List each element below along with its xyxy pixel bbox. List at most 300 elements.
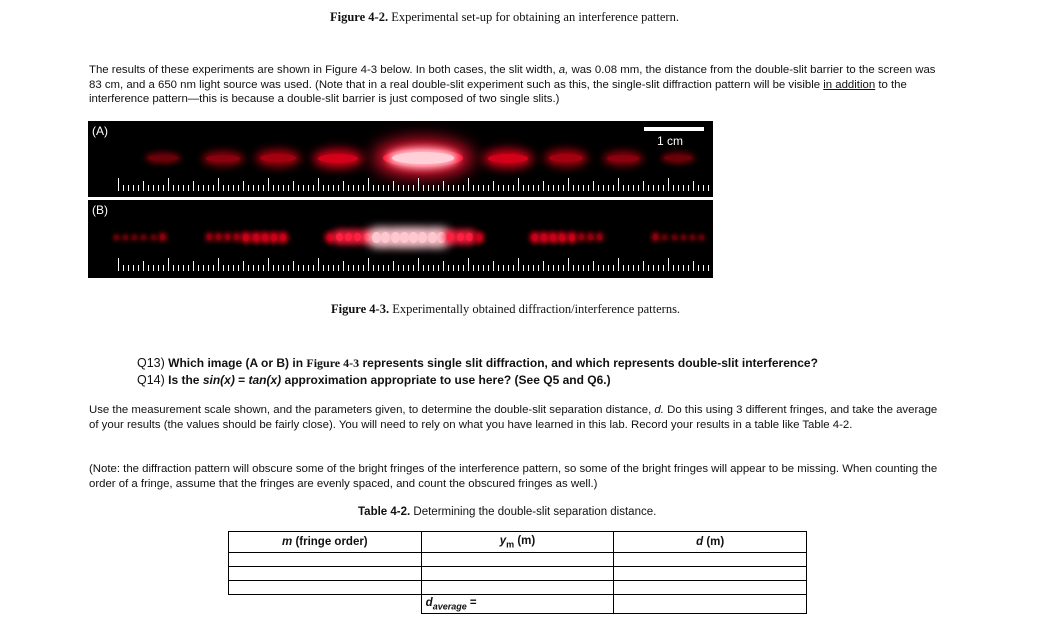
- ruler-tick: [563, 185, 564, 191]
- ruler-tick: [583, 265, 584, 271]
- ruler-tick: [128, 265, 129, 271]
- table-cell[interactable]: [421, 567, 614, 581]
- ruler-tick: [673, 185, 674, 191]
- ruler-tick: [593, 181, 594, 191]
- ruler-a: [118, 177, 708, 191]
- fringe-spot: [206, 155, 240, 162]
- avg-var: d: [425, 596, 433, 609]
- ruler-tick: [168, 178, 169, 191]
- ruler-tick: [408, 265, 409, 271]
- ruler-tick: [268, 258, 269, 271]
- ruler-tick: [163, 265, 164, 271]
- ruler-tick: [533, 265, 534, 271]
- ruler-tick: [258, 265, 259, 271]
- ruler-tick: [333, 185, 334, 191]
- table-row: [229, 553, 807, 567]
- fringe-spot: [672, 235, 677, 240]
- ruler-tick: [243, 181, 244, 191]
- ruler-tick: [328, 265, 329, 271]
- ruler-tick: [653, 185, 654, 191]
- ruler-tick: [493, 261, 494, 271]
- ruler-tick: [313, 265, 314, 271]
- ruler-tick: [173, 265, 174, 271]
- q13-text: Which image (A or B) in: [164, 356, 307, 370]
- ruler-tick: [298, 185, 299, 191]
- ruler-tick: [248, 265, 249, 271]
- ruler-tick: [488, 265, 489, 271]
- ruler-tick: [203, 265, 204, 271]
- ruler-tick: [658, 185, 659, 191]
- fringe-spot: [664, 155, 692, 161]
- ruler-tick: [453, 185, 454, 191]
- table-cell[interactable]: [614, 567, 807, 581]
- ruler-tick: [473, 265, 474, 271]
- ruler-tick: [278, 185, 279, 191]
- ruler-tick: [278, 265, 279, 271]
- ruler-tick: [503, 265, 504, 271]
- header-y-sub: m: [506, 539, 515, 550]
- ruler-tick: [338, 265, 339, 271]
- ruler-tick: [663, 185, 664, 191]
- ruler-tick: [508, 185, 509, 191]
- ruler-tick: [253, 265, 254, 271]
- ruler-tick: [498, 185, 499, 191]
- ruler-tick: [438, 265, 439, 271]
- fringe-spot: [541, 234, 547, 241]
- panel-a-single-slit-image: [88, 121, 713, 197]
- ruler-tick: [518, 178, 519, 191]
- fringe-spot: [271, 234, 277, 241]
- ruler-tick: [263, 265, 264, 271]
- fringe-spot: [364, 233, 371, 241]
- ruler-tick: [338, 185, 339, 191]
- ruler-tick: [283, 185, 284, 191]
- ruler-tick: [683, 185, 684, 191]
- table-cell-empty: [229, 595, 422, 614]
- fringe-spot: [488, 154, 528, 163]
- ruler-tick: [488, 185, 489, 191]
- ruler-tick: [148, 265, 149, 271]
- ruler-tick: [588, 265, 589, 271]
- ruler-tick: [698, 265, 699, 271]
- fringe-spot: [160, 234, 165, 240]
- ruler-tick: [328, 185, 329, 191]
- ruler-tick: [708, 185, 709, 191]
- figure-4-3-caption: [331, 302, 680, 317]
- fringe-spot: [141, 235, 146, 240]
- q14-tan: tan(x): [248, 373, 282, 387]
- q14-rest: approximation appropriate to use here? (See Q5 and Q6.): [281, 373, 611, 387]
- ruler-tick: [528, 185, 529, 191]
- ruler-tick: [288, 265, 289, 271]
- ruler-tick: [483, 265, 484, 271]
- ruler-tick: [558, 185, 559, 191]
- fringe-spot: [550, 234, 556, 241]
- ruler-tick: [423, 265, 424, 271]
- ruler-tick: [218, 178, 219, 191]
- ruler-tick: [228, 265, 229, 271]
- ruler-tick: [603, 265, 604, 271]
- figure-4-3-label: Figure 4-3.: [331, 302, 390, 316]
- panel-a-label: (A): [92, 124, 108, 138]
- ruler-tick: [573, 265, 574, 271]
- ruler-tick: [193, 181, 194, 191]
- scale-label: 1 cm: [657, 134, 684, 148]
- ruler-tick: [643, 181, 644, 191]
- ruler-tick: [648, 265, 649, 271]
- table-cell[interactable]: [421, 581, 614, 595]
- q13-figure-ref: Figure 4-3: [306, 356, 360, 370]
- ruler-tick: [618, 178, 619, 191]
- avg-eq: =: [466, 596, 477, 609]
- table-cell[interactable]: [229, 567, 422, 581]
- ruler-tick: [383, 185, 384, 191]
- ruler-tick: [508, 265, 509, 271]
- ruler-tick: [663, 265, 664, 271]
- avg-sub: average: [432, 601, 467, 612]
- ruler-tick: [623, 265, 624, 271]
- ruler-tick: [458, 185, 459, 191]
- ruler-tick: [448, 185, 449, 191]
- ruler-tick: [443, 181, 444, 191]
- ruler-tick: [153, 185, 154, 191]
- fringe-spot: [148, 155, 178, 161]
- ruler-tick: [593, 261, 594, 271]
- ruler-tick: [158, 265, 159, 271]
- q14-number: Q14): [137, 373, 165, 387]
- average-cell[interactable]: [421, 595, 614, 614]
- ruler-tick: [293, 181, 294, 191]
- ruler-tick: [553, 185, 554, 191]
- ruler-tick: [603, 185, 604, 191]
- fringe-spot: [400, 232, 409, 243]
- ruler-tick: [233, 185, 234, 191]
- fringe-spot: [681, 235, 686, 240]
- ruler-b: [118, 257, 708, 271]
- ruler-tick: [463, 185, 464, 191]
- q14-equals: =: [234, 373, 249, 387]
- instructions-var-d: d.: [654, 404, 664, 416]
- table-cell[interactable]: [229, 553, 422, 567]
- ruler-tick: [643, 261, 644, 271]
- fringe-spot: [336, 233, 343, 241]
- ruler-tick: [668, 178, 669, 191]
- fringe-spot: [391, 232, 400, 243]
- ruler-tick: [518, 258, 519, 271]
- ruler-tick: [638, 185, 639, 191]
- ruler-tick: [563, 265, 564, 271]
- ruler-tick: [253, 185, 254, 191]
- table-row: [229, 581, 807, 595]
- ruler-tick: [188, 265, 189, 271]
- ruler-tick: [438, 185, 439, 191]
- fringe-spot: [372, 232, 381, 243]
- ruler-tick: [273, 185, 274, 191]
- fringe-spot: [280, 234, 286, 241]
- ruler-tick: [268, 178, 269, 191]
- intro-underlined: in addition: [823, 78, 876, 91]
- ruler-tick: [578, 265, 579, 271]
- ruler-tick: [358, 185, 359, 191]
- ruler-tick: [343, 261, 344, 271]
- table-cell[interactable]: [614, 553, 807, 567]
- intro-var-a: a,: [558, 64, 569, 76]
- figure-4-2-caption: [330, 10, 679, 25]
- fringe-spot: [532, 234, 538, 241]
- ruler-tick: [293, 261, 294, 271]
- fringe-spot: [354, 233, 361, 241]
- ruler-tick: [133, 265, 134, 271]
- ruler-tick: [398, 185, 399, 191]
- fringe-spot: [243, 234, 249, 241]
- note-paragraph: (Note: the diffraction pattern will obscure some of the bright fringes of the interference pattern, so some of the bright fringes will appear to be missing. When counting the order of a fringe, assume that the fringes are evenly spaced, and count the obscured fringes as well.): [89, 463, 938, 490]
- ruler-tick: [298, 265, 299, 271]
- ruler-tick: [228, 185, 229, 191]
- question-14: [137, 373, 611, 387]
- ruler-tick: [123, 265, 124, 271]
- q14-sin: sin(x): [202, 373, 235, 387]
- ruler-tick: [548, 185, 549, 191]
- ruler-tick: [323, 265, 324, 271]
- ruler-tick: [493, 181, 494, 191]
- ruler-tick: [658, 265, 659, 271]
- ruler-tick: [608, 265, 609, 271]
- ruler-tick: [308, 185, 309, 191]
- ruler-tick: [238, 265, 239, 271]
- table-4-2-caption: [358, 506, 656, 518]
- table-cell[interactable]: [421, 553, 614, 567]
- ruler-tick: [353, 265, 354, 271]
- ruler-tick: [373, 185, 374, 191]
- ruler-tick: [193, 261, 194, 271]
- ruler-tick: [668, 258, 669, 271]
- ruler-tick: [363, 185, 364, 191]
- ruler-tick: [513, 185, 514, 191]
- ruler-tick: [163, 185, 164, 191]
- ruler-tick: [683, 265, 684, 271]
- fringe-spot: [457, 233, 464, 241]
- ruler-tick: [303, 185, 304, 191]
- ruler-tick: [443, 261, 444, 271]
- ruler-tick: [158, 185, 159, 191]
- ruler-tick: [678, 185, 679, 191]
- ruler-tick: [453, 265, 454, 271]
- ruler-tick: [468, 258, 469, 271]
- ruler-tick: [703, 185, 704, 191]
- fringe-spot: [588, 234, 593, 240]
- ruler-tick: [473, 185, 474, 191]
- ruler-tick: [408, 185, 409, 191]
- ruler-tick: [598, 185, 599, 191]
- fringe-spot: [466, 233, 473, 241]
- fringe-spot: [345, 233, 352, 241]
- ruler-tick: [143, 261, 144, 271]
- ruler-tick: [308, 265, 309, 271]
- ruler-tick: [478, 265, 479, 271]
- q13-rest: represents single slit diffraction, and which represents double-slit interference?: [359, 356, 818, 370]
- ruler-tick: [523, 265, 524, 271]
- fringe-spot: [597, 234, 602, 240]
- ruler-tick: [613, 265, 614, 271]
- ruler-tick: [708, 265, 709, 271]
- ruler-tick: [568, 178, 569, 191]
- ruler-tick: [118, 258, 119, 271]
- intro-text-1: The results of these experiments are shown in Figure 4-3 below. In both cases, the slit width,: [89, 64, 559, 76]
- fringe-spot: [690, 235, 695, 240]
- ruler-tick: [248, 185, 249, 191]
- ruler-tick: [288, 185, 289, 191]
- ruler-tick: [183, 185, 184, 191]
- ruler-tick: [138, 265, 139, 271]
- ruler-tick: [398, 265, 399, 271]
- table-header-row: [229, 532, 807, 553]
- ruler-tick: [523, 185, 524, 191]
- ruler-tick: [693, 181, 694, 191]
- ruler-tick: [673, 265, 674, 271]
- figure-4-2-label: Figure 4-2.: [330, 10, 389, 24]
- fringe-spot: [409, 232, 418, 243]
- ruler-tick: [578, 185, 579, 191]
- ruler-tick: [213, 185, 214, 191]
- fringe-spot: [437, 232, 446, 243]
- fringe-spot: [123, 235, 128, 240]
- ruler-tick: [393, 261, 394, 271]
- ruler-tick: [463, 265, 464, 271]
- ruler-tick: [153, 265, 154, 271]
- fringe-spot: [699, 235, 704, 240]
- fringe-spot: [653, 234, 658, 240]
- ruler-tick: [638, 265, 639, 271]
- table-4-2-label: Table 4-2.: [358, 506, 411, 518]
- ruler-tick: [458, 265, 459, 271]
- fringe-spot: [151, 235, 156, 240]
- fringe-spot: [381, 232, 390, 243]
- ruler-tick: [553, 265, 554, 271]
- ruler-tick: [688, 265, 689, 271]
- fringe-spot: [428, 232, 437, 243]
- intro-text-3: to the interference pattern—this is because a double-slit barrier is just composed of two single slits.): [89, 78, 907, 105]
- question-13: [137, 356, 818, 371]
- ruler-tick: [343, 181, 344, 191]
- header-m-rest: (fringe order): [292, 536, 368, 548]
- figure-4-3-text: Experimentally obtained diffraction/interference patterns.: [389, 302, 681, 316]
- instructions-text-2: Do this using 3 different fringes, and take the average of your results (the values should be fairly close). You will need to rely on what you have learned in this lab. Record your results in a table like Table 4-2.: [89, 404, 938, 431]
- table-row: [229, 567, 807, 581]
- ruler-tick: [678, 265, 679, 271]
- table-cell[interactable]: [229, 581, 422, 595]
- ruler-tick: [498, 265, 499, 271]
- ruler-tick: [358, 265, 359, 271]
- ruler-tick: [198, 265, 199, 271]
- ruler-tick: [538, 265, 539, 271]
- fringe-spot: [607, 155, 639, 162]
- ruler-tick: [393, 181, 394, 191]
- ruler-tick: [613, 185, 614, 191]
- ruler-tick: [468, 178, 469, 191]
- ruler-tick: [583, 185, 584, 191]
- ruler-tick: [448, 265, 449, 271]
- ruler-tick: [433, 185, 434, 191]
- ruler-tick: [633, 265, 634, 271]
- fringe-spot: [392, 152, 454, 164]
- ruler-tick: [313, 185, 314, 191]
- table-cell[interactable]: [614, 581, 807, 595]
- ruler-tick: [388, 265, 389, 271]
- ruler-tick: [648, 185, 649, 191]
- figure-4-2-text: Experimental set-up for obtaining an interference pattern.: [388, 10, 679, 24]
- ruler-tick: [223, 265, 224, 271]
- fringe-spot: [225, 234, 230, 240]
- ruler-tick: [348, 185, 349, 191]
- ruler-tick: [368, 178, 369, 191]
- ruler-tick: [413, 265, 414, 271]
- header-y-rest: (m): [514, 534, 536, 547]
- q14-pre: Is the: [164, 373, 203, 387]
- fringe-spot: [549, 154, 583, 162]
- fringe-spot: [579, 234, 584, 240]
- ruler-tick: [208, 185, 209, 191]
- ruler-tick: [223, 185, 224, 191]
- ruler-tick: [403, 265, 404, 271]
- q13-number: Q13): [137, 356, 165, 370]
- ruler-tick: [378, 265, 379, 271]
- ruler-tick: [178, 265, 179, 271]
- ruler-tick: [573, 185, 574, 191]
- ruler-tick: [568, 258, 569, 271]
- average-result-cell[interactable]: [614, 595, 807, 614]
- fringe-spot: [327, 234, 333, 241]
- header-d-rest: (m): [703, 536, 725, 548]
- fringe-spot: [559, 234, 565, 241]
- ruler-tick: [633, 185, 634, 191]
- ruler-tick: [543, 181, 544, 191]
- ruler-tick: [183, 265, 184, 271]
- table-4-2-text: Determining the double-slit separation distance.: [410, 506, 657, 518]
- ruler-tick: [703, 265, 704, 271]
- ruler-tick: [428, 185, 429, 191]
- ruler-tick: [598, 265, 599, 271]
- ruler-tick: [378, 185, 379, 191]
- ruler-tick: [538, 185, 539, 191]
- ruler-tick: [233, 265, 234, 271]
- ruler-tick: [208, 265, 209, 271]
- ruler-tick: [688, 185, 689, 191]
- ruler-tick: [653, 265, 654, 271]
- instructions-paragraph: [89, 403, 949, 432]
- ruler-tick: [528, 265, 529, 271]
- ruler-tick: [178, 185, 179, 191]
- header-m-var: m: [282, 536, 293, 548]
- ruler-tick: [143, 181, 144, 191]
- fringe-spot: [207, 234, 212, 240]
- fringe-spot: [234, 234, 239, 240]
- fringe-spot: [447, 233, 454, 241]
- header-d-var: d: [696, 536, 704, 548]
- ruler-tick: [623, 185, 624, 191]
- panel-b-label: (B): [92, 203, 108, 217]
- ruler-tick: [243, 261, 244, 271]
- fringe-spot: [216, 234, 221, 240]
- ruler-tick: [418, 178, 419, 191]
- fringe-spot: [132, 235, 137, 240]
- ruler-tick: [133, 185, 134, 191]
- ruler-tick: [203, 185, 204, 191]
- ruler-tick: [368, 258, 369, 271]
- ruler-tick: [263, 185, 264, 191]
- ruler-tick: [138, 185, 139, 191]
- ruler-tick: [173, 185, 174, 191]
- fringe-spot: [662, 235, 667, 240]
